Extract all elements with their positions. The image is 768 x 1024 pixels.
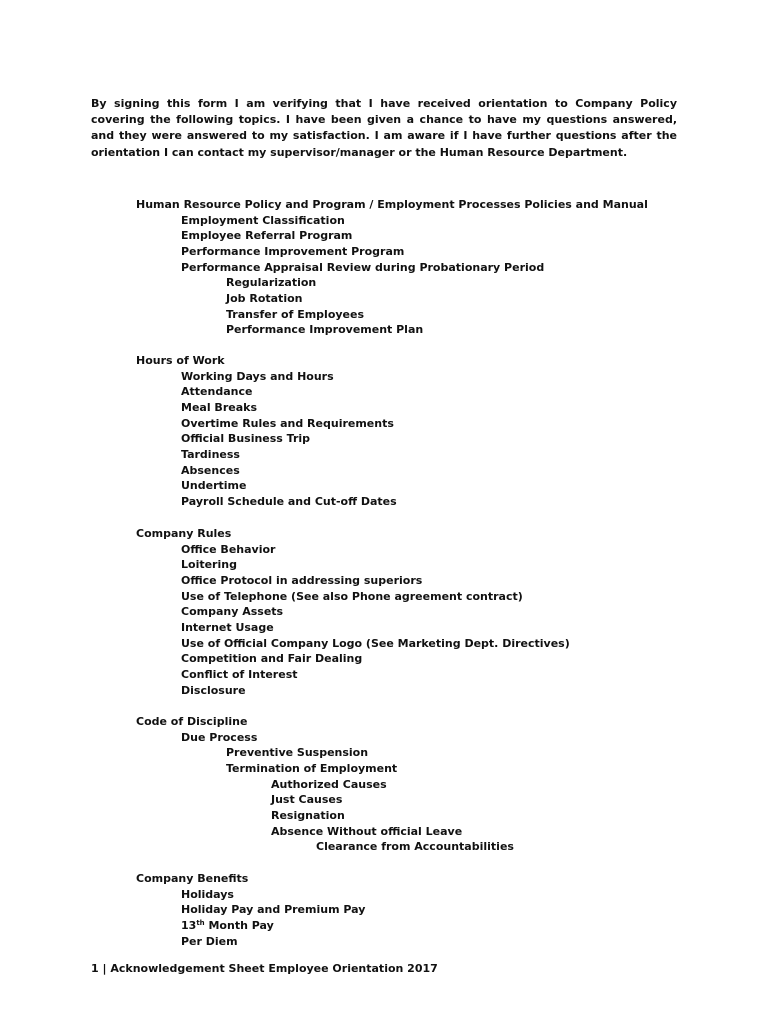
text-part: Working Days and Hours bbox=[181, 369, 334, 383]
list-item-text bbox=[181, 260, 544, 275]
text-part: Employee Referral Program bbox=[181, 229, 353, 243]
text-part: Performance Improvement Plan bbox=[226, 323, 424, 337]
page-footer bbox=[91, 961, 438, 977]
list-item-text bbox=[181, 902, 365, 917]
list-item-text bbox=[181, 934, 238, 949]
text-part: Just Causes bbox=[271, 793, 343, 807]
list-item-text bbox=[136, 353, 225, 368]
list-item-text bbox=[181, 228, 352, 243]
text-part: Internet Usage bbox=[181, 620, 274, 634]
text-part: Tardiness bbox=[181, 447, 240, 461]
list-item-text bbox=[181, 667, 298, 682]
list-item-text bbox=[181, 400, 257, 415]
text-part: Absence Without official Leave bbox=[271, 824, 463, 838]
text-part: Transfer of Employees bbox=[226, 307, 365, 321]
list-item-text bbox=[181, 636, 570, 651]
list-item-text bbox=[136, 197, 648, 212]
text-part: Month Pay bbox=[204, 918, 274, 932]
list-item-text bbox=[136, 871, 248, 886]
list-item-text bbox=[181, 431, 310, 446]
list-item-text bbox=[181, 213, 345, 228]
text-part: Clearance from Accountabilities bbox=[316, 840, 514, 854]
list-item-text bbox=[181, 620, 274, 635]
list-item-text bbox=[181, 463, 240, 478]
footer-separator: | bbox=[102, 962, 107, 975]
text-part: Per Diem bbox=[181, 934, 238, 948]
text-part: Office Protocol in addressing superiors bbox=[181, 573, 423, 587]
text-part: 13 bbox=[181, 918, 197, 932]
text-part: Office Behavior bbox=[181, 542, 276, 556]
list-item-text bbox=[136, 714, 247, 729]
list-item-text bbox=[316, 839, 514, 854]
text-part: Payroll Schedule and Cut-off Dates bbox=[181, 494, 397, 508]
text-part: Resignation bbox=[271, 808, 345, 822]
list-item-text bbox=[181, 683, 246, 698]
list-item-text bbox=[226, 291, 302, 306]
text-part: Performance Appraisal Review during Probationary Period bbox=[181, 260, 545, 274]
text-part: Loitering bbox=[181, 558, 237, 572]
list-item-text bbox=[271, 824, 462, 839]
list-item-text bbox=[226, 745, 368, 760]
text-part: Company Rules bbox=[136, 527, 232, 540]
list-item-text bbox=[181, 730, 257, 745]
list-item-text bbox=[271, 777, 387, 792]
text-part: Employment Classification bbox=[181, 213, 345, 227]
text-part: Absences bbox=[181, 463, 240, 477]
list-item-text bbox=[181, 573, 422, 588]
list-item-text bbox=[181, 447, 240, 462]
text-part: Code of Discipline bbox=[136, 715, 248, 728]
text-part: Preventive Suspension bbox=[226, 746, 369, 760]
list-item-text bbox=[181, 651, 362, 666]
text-part: Company Benefits bbox=[136, 872, 249, 885]
list-item-text bbox=[181, 542, 275, 557]
text-part: Human Resource Policy and Program / Employment Processes Policies and Manual bbox=[136, 198, 648, 211]
list-item-text bbox=[181, 557, 237, 572]
list-item-text bbox=[181, 384, 252, 399]
text-part: Official Business Trip bbox=[181, 432, 311, 446]
text-part: Due Process bbox=[181, 730, 258, 744]
footer-title: Acknowledgement Sheet Employee Orientation 2017 bbox=[110, 962, 438, 975]
list-item-text bbox=[226, 275, 316, 290]
text-part: Competition and Fair Dealing bbox=[181, 652, 363, 666]
text-part: Holidays bbox=[181, 887, 234, 901]
list-item-text bbox=[181, 416, 394, 431]
list-item-text bbox=[136, 526, 231, 541]
list-item-text bbox=[181, 918, 274, 933]
text-part: Use of Telephone (See also Phone agreement contract) bbox=[181, 589, 523, 603]
page-number: 1 bbox=[91, 962, 99, 975]
list-item-text bbox=[271, 792, 342, 807]
text-part: Regularization bbox=[226, 276, 317, 290]
list-item-text bbox=[271, 808, 345, 823]
text-part: Undertime bbox=[181, 479, 247, 493]
text-part: Conflict of Interest bbox=[181, 667, 298, 681]
text-part: Disclosure bbox=[181, 683, 246, 697]
list-item-text bbox=[226, 761, 397, 776]
intro-paragraph: By signing this form I am verifying that I have received orientation to Company Policy covering the following topics. I have been given a chance to have my questions answered, and they were answered to my satisfaction. I am aware if I have further questions after the orientation I can contact my supervisor/manager or the Human Resource Department. bbox=[91, 97, 677, 159]
text-part: Company Assets bbox=[181, 605, 284, 619]
text-part: Use of Official Company Logo (See Marketing Dept. Directives) bbox=[181, 636, 570, 650]
text-part: Job Rotation bbox=[226, 291, 303, 305]
text-part: Authorized Causes bbox=[271, 777, 387, 791]
list-item-text bbox=[226, 322, 423, 337]
text-part: Hours of Work bbox=[136, 354, 225, 367]
text-part: Attendance bbox=[181, 385, 253, 399]
text-part: Meal Breaks bbox=[181, 400, 257, 414]
list-item-text bbox=[181, 494, 397, 509]
text-part: Termination of Employment bbox=[226, 761, 398, 775]
list-item-text bbox=[181, 478, 246, 493]
text-part: Performance Improvement Program bbox=[181, 244, 405, 258]
text-part: Overtime Rules and Requirements bbox=[181, 416, 394, 430]
list-item-text bbox=[181, 369, 334, 384]
superscript: th bbox=[196, 918, 205, 927]
list-item-text bbox=[181, 887, 234, 902]
list-item-text bbox=[181, 589, 523, 604]
list-item-text bbox=[226, 307, 364, 322]
text-part: Holiday Pay and Premium Pay bbox=[181, 903, 366, 917]
list-item-text bbox=[181, 604, 283, 619]
list-item-text bbox=[181, 244, 404, 259]
